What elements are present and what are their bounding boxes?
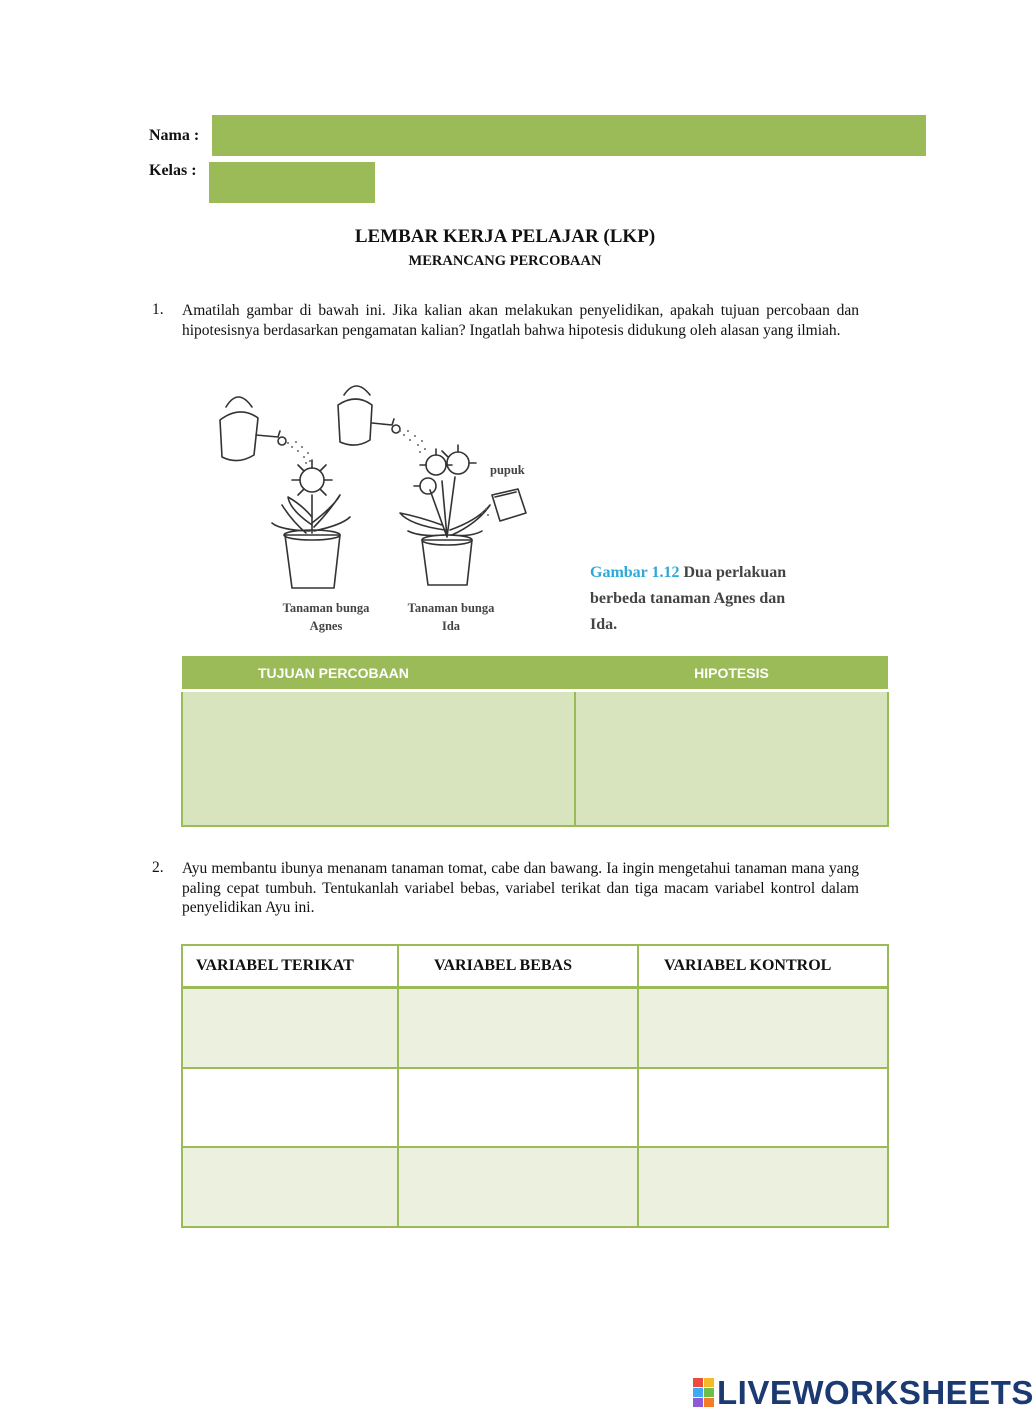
question-2-number: 2. — [152, 859, 164, 876]
plant-ida-icon — [400, 445, 490, 585]
caption-number: Gambar 1.12 — [590, 564, 680, 581]
hipotesis-answer-field[interactable] — [575, 691, 888, 827]
question-2-text: Ayu membantu ibunya menanam tanaman tomat, cabe dan bawang. Ia ingin mengetahui tanaman mana yang paling cepat tumbuh. Tentukanlah variabel bebas, variabel terikat dan tiga macam variabel kontrol dalam penyelidikan Ayu ini. — [182, 860, 859, 916]
caption-line2: berbeda tanaman Agnes dan — [590, 590, 786, 607]
variabel-terikat-field-1[interactable] — [182, 988, 398, 1068]
page-title: LEMBAR KERJA PELAJAR (LKP) — [354, 226, 656, 247]
variabel-kontrol-field-1[interactable] — [638, 988, 888, 1068]
kelas-input[interactable] — [209, 162, 375, 203]
caption-line3: Ida. — [590, 616, 618, 633]
question-1-number: 1. — [152, 301, 164, 318]
table1-header-tujuan: TUJUAN PERCOBAAN — [182, 656, 575, 691]
liveworksheets-logo-icon — [693, 1378, 715, 1408]
fertilizer-bag-icon — [492, 489, 526, 521]
variabel-bebas-field-2[interactable] — [398, 1068, 638, 1147]
figure-caption — [590, 560, 830, 638]
variabel-bebas-field-1[interactable] — [398, 988, 638, 1068]
agnes-label-line2: Agnes — [309, 619, 343, 633]
question-1-text: Amatilah gambar di bawah ini. Jika kalian akan melakukan penyelidikan, apakah tujuan percobaan dan hipotesisnya berdasarkan pengamatan kalian? Ingatlah bahwa hipotesis didukung oleh alasan yang ilmiah. — [182, 302, 859, 339]
header-variabel-terikat: VARIABEL TERIKAT — [182, 945, 398, 988]
variabel-terikat-field-3[interactable] — [182, 1147, 398, 1227]
table1-header-hipotesis: HIPOTESIS — [575, 656, 888, 691]
header-variabel-kontrol: VARIABEL KONTROL — [638, 945, 888, 988]
liveworksheets-logo — [693, 1374, 1034, 1412]
ida-label-line2: Ida — [441, 619, 461, 633]
table-variabel — [181, 944, 889, 1228]
kelas-label: Kelas : — [149, 162, 197, 179]
ida-label-line1: Tanaman bunga — [407, 601, 495, 615]
variabel-kontrol-field-3[interactable] — [638, 1147, 888, 1227]
logo-text: LIVEWORKSHEETS — [717, 1374, 1034, 1411]
variabel-kontrol-field-2[interactable] — [638, 1068, 888, 1147]
variabel-terikat-field-2[interactable] — [182, 1068, 398, 1147]
watering-can-left-icon — [220, 397, 286, 461]
nama-input[interactable] — [212, 115, 926, 156]
figure-label-pupuk: pupuk — [490, 463, 525, 477]
header-variabel-bebas: VARIABEL BEBAS — [398, 945, 638, 988]
caption-line1: Dua perlakuan — [683, 564, 787, 581]
variabel-bebas-field-3[interactable] — [398, 1147, 638, 1227]
figure-label-ida — [393, 599, 509, 635]
agnes-label-line1: Tanaman bunga — [282, 601, 370, 615]
figure-label-agnes — [268, 599, 384, 635]
watering-can-right-icon — [338, 386, 400, 445]
nama-label: Nama : — [149, 127, 200, 144]
plant-agnes-icon — [272, 460, 350, 588]
page-subtitle: MERANCANG PERCOBAAN — [408, 253, 602, 269]
tujuan-answer-field[interactable] — [182, 691, 575, 827]
table-tujuan-hipotesis — [181, 656, 889, 827]
